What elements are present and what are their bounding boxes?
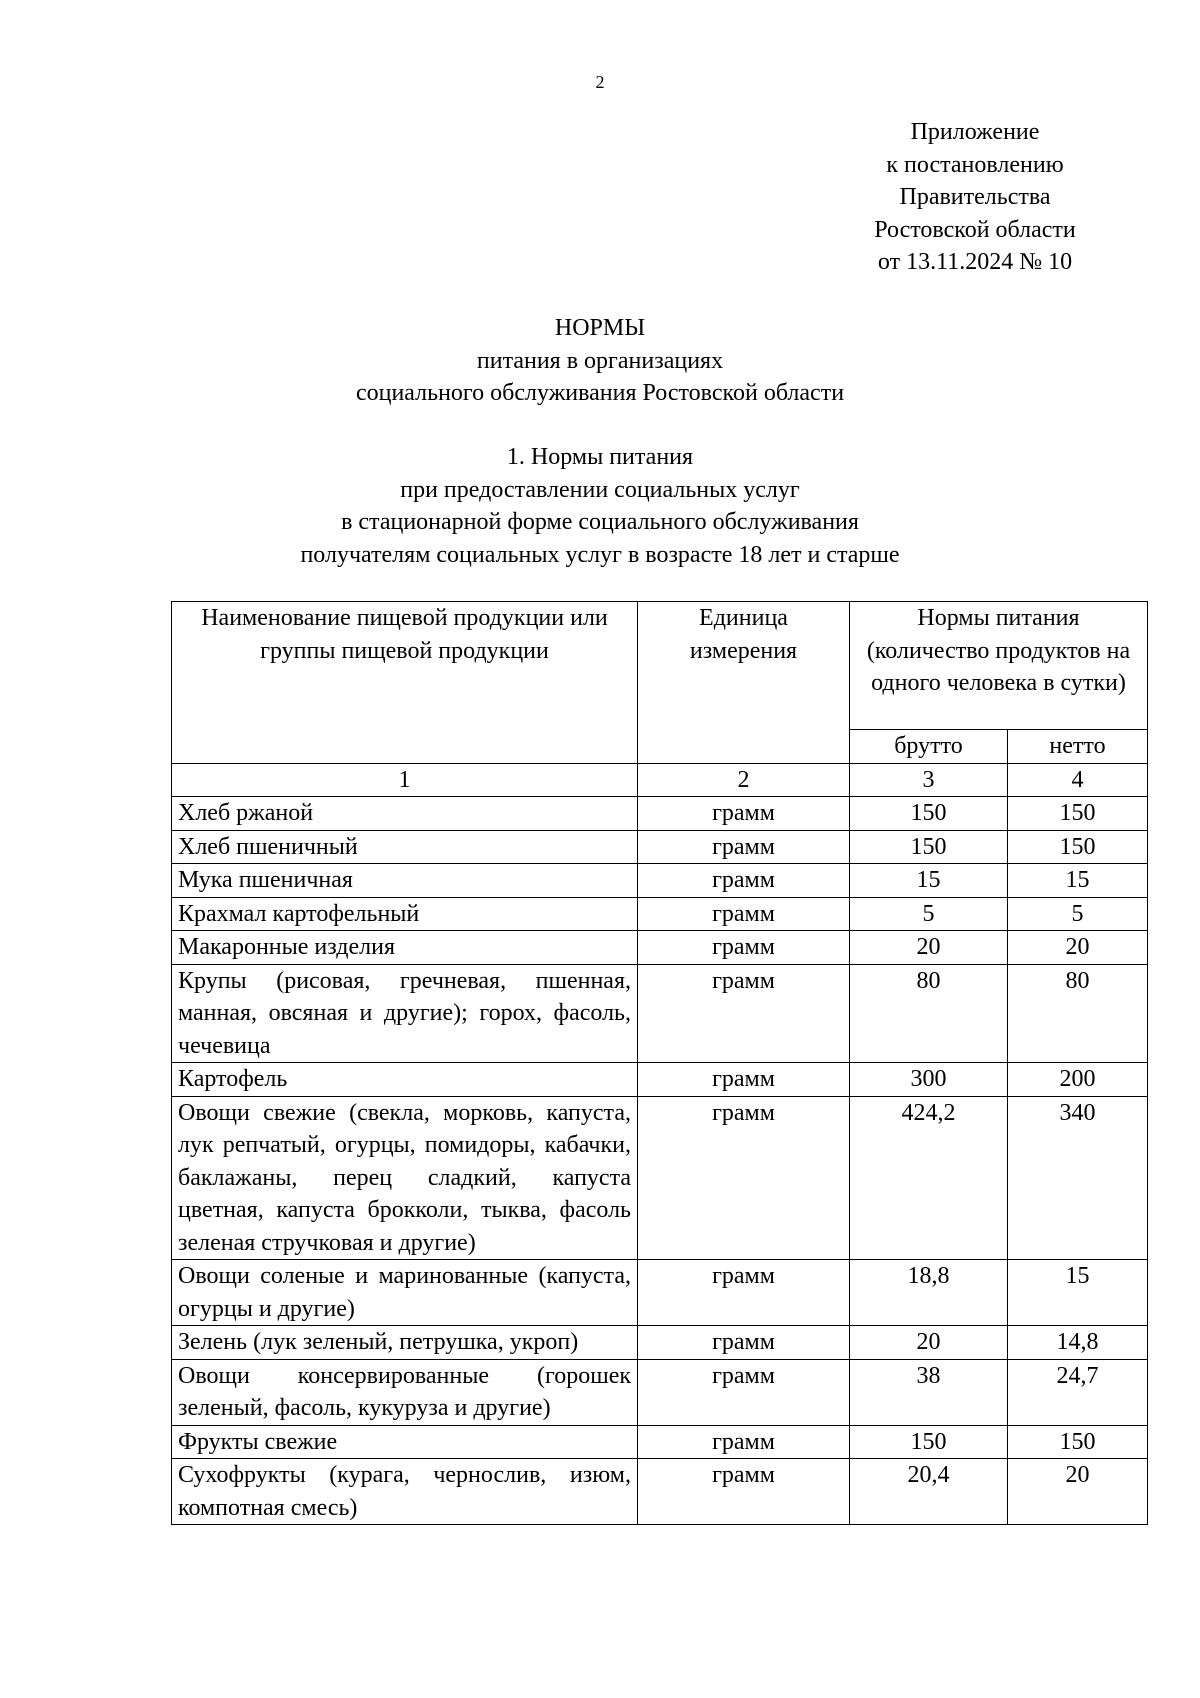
unit-cell: грамм: [638, 1096, 850, 1260]
product-name-cell: Крахмал картофельный: [172, 897, 638, 931]
brutto-cell: 20: [850, 931, 1008, 965]
netto-cell: 80: [1008, 964, 1148, 1063]
appendix-block: [830, 116, 1120, 279]
unit-cell: грамм: [638, 1063, 850, 1097]
unit-cell: грамм: [638, 1260, 850, 1326]
netto-cell: 15: [1008, 1260, 1148, 1326]
brutto-cell: 38: [850, 1359, 1008, 1425]
appendix-line: Приложение: [910, 119, 1040, 145]
unit-cell: грамм: [638, 897, 850, 931]
header-unit: Единица измерения: [638, 602, 850, 764]
brutto-cell: 15: [850, 864, 1008, 898]
unit-cell: грамм: [638, 964, 850, 1063]
section-line: 1. Нормы питания: [506, 444, 694, 470]
appendix-line: Правительства: [899, 184, 1051, 210]
brutto-cell: 20,4: [850, 1459, 1008, 1525]
netto-cell: 20: [1008, 931, 1148, 965]
brutto-cell: 150: [850, 797, 1008, 831]
brutto-cell: 20: [850, 1326, 1008, 1360]
unit-cell: грамм: [638, 1326, 850, 1360]
unit-cell: грамм: [638, 1359, 850, 1425]
page-number: 2: [595, 72, 605, 92]
product-name-cell: Макаронные изделия: [172, 931, 638, 965]
appendix-line: Ростовской области: [874, 216, 1076, 243]
netto-cell: 340: [1008, 1096, 1148, 1260]
brutto-cell: 150: [850, 830, 1008, 864]
product-name-cell: Картофель: [172, 1063, 638, 1097]
table-row: [172, 1260, 1148, 1326]
table-row: [172, 830, 1148, 864]
header-netto: нетто: [1008, 730, 1148, 764]
column-number: 4: [1008, 763, 1148, 797]
section-line: в стационарной форме социального обслуживания: [341, 509, 859, 535]
brutto-cell: 300: [850, 1063, 1008, 1097]
table-row: [172, 1096, 1148, 1260]
unit-cell: грамм: [638, 931, 850, 965]
unit-cell: грамм: [638, 797, 850, 831]
product-name-cell: Овощи соленые и маринованные (капуста, огурцы и другие): [172, 1260, 638, 1326]
section-title: [0, 441, 1200, 571]
product-name-cell: Овощи консервированные (горошек зеленый, фасоль, кукуруза и другие): [172, 1359, 638, 1425]
product-name-cell: Хлеб пшеничный: [172, 830, 638, 864]
table-row: [172, 1459, 1148, 1525]
brutto-cell: 18,8: [850, 1260, 1008, 1326]
product-name-cell: Хлеб ржаной: [172, 797, 638, 831]
table-row: [172, 1063, 1148, 1097]
netto-cell: 150: [1008, 1425, 1148, 1459]
column-number: 3: [850, 763, 1008, 797]
unit-cell: грамм: [638, 1425, 850, 1459]
norms-table: [171, 601, 1148, 1525]
column-number: 2: [638, 763, 850, 797]
product-name-cell: Овощи свежие (свекла, морковь, капуста, лук репчатый, огурцы, помидоры, кабачки, баклажаны, перец сладкий, капуста цветная, капуста брокколи, тыква, фасоль зеленая стручковая и другие): [172, 1096, 638, 1260]
product-name-cell: Сухофрукты (курага, чернослив, изюм, компотная смесь): [172, 1459, 638, 1525]
table-row: [172, 797, 1148, 831]
title-heading: НОРМЫ: [554, 315, 646, 341]
section-line: при предоставлении социальных услуг: [400, 476, 800, 503]
brutto-cell: 5: [850, 897, 1008, 931]
product-name-cell: Фрукты свежие: [172, 1425, 638, 1459]
unit-cell: грамм: [638, 830, 850, 864]
table-row: [172, 1425, 1148, 1459]
product-name-cell: Крупы (рисовая, гречневая, пшенная, манная, овсяная и другие); горох, фасоль, чечевица: [172, 964, 638, 1063]
unit-cell: грамм: [638, 864, 850, 898]
appendix-line: к постановлению: [886, 151, 1064, 178]
netto-cell: 15: [1008, 864, 1148, 898]
netto-cell: 24,7: [1008, 1359, 1148, 1425]
netto-cell: 14,8: [1008, 1326, 1148, 1360]
table-row: [172, 1359, 1148, 1425]
document-title: [0, 312, 1200, 410]
unit-cell: грамм: [638, 1459, 850, 1525]
section-line: получателям социальных услуг в возрасте 18 лет и старше: [300, 541, 900, 568]
column-number: 1: [172, 763, 638, 797]
header-norms: Нормы питания (количество продуктов на одного человека в сутки): [850, 602, 1148, 730]
netto-cell: 5: [1008, 897, 1148, 931]
table-row: [172, 1326, 1148, 1360]
product-name-cell: Зелень (лук зеленый, петрушка, укроп): [172, 1326, 638, 1360]
brutto-cell: 150: [850, 1425, 1008, 1459]
header-product-name: Наименование пищевой продукции или группы пищевой продукции: [172, 602, 638, 764]
table-row: [172, 931, 1148, 965]
table-row: [172, 964, 1148, 1063]
title-line: питания в организациях: [476, 347, 724, 374]
header-brutto: брутто: [850, 730, 1008, 764]
product-name-cell: Мука пшеничная: [172, 864, 638, 898]
brutto-cell: 424,2: [850, 1096, 1008, 1260]
netto-cell: 20: [1008, 1459, 1148, 1525]
netto-cell: 150: [1008, 797, 1148, 831]
appendix-line: от 13.11.2024 № 10: [877, 249, 1073, 275]
table-row: [172, 864, 1148, 898]
column-numbers-row: [172, 763, 1148, 797]
netto-cell: 150: [1008, 830, 1148, 864]
table-row: [172, 897, 1148, 931]
brutto-cell: 80: [850, 964, 1008, 1063]
netto-cell: 200: [1008, 1063, 1148, 1097]
title-line: социального обслуживания Ростовской области: [355, 380, 845, 406]
